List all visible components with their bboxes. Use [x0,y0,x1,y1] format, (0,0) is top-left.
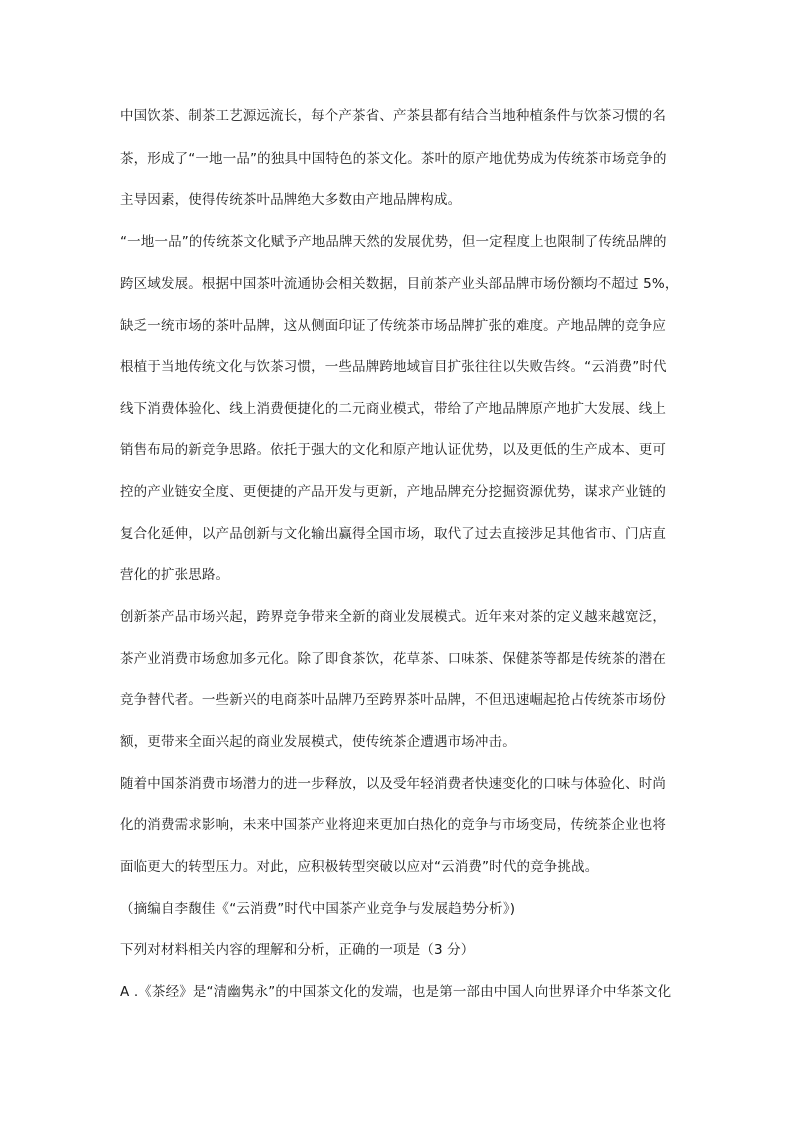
body-line: 中国饮茶、制茶工艺源远流长，每个产茶省、产茶县都有结合当地种植条件与饮茶习惯的名 [120,108,666,124]
body-line: 竞争替代者。一些新兴的电商茶叶品牌乃至跨界茶叶品牌，不但迅速崛起抢占传统茶市场份 [120,692,666,708]
option-a: A .《茶经》是“清幽隽永”的中国茶文化的发端，也是第一部由中国人向世界译介中华茶文化 [120,984,672,1000]
body-line: 销售布局的新竞争思路。依托于强大的文化和原产地认证优势，以及更低的生产成本、更可 [120,442,666,458]
source-citation: （摘编自李馥佳《“云消费”时代中国茶产业竞争与发展趋势分析》) [120,901,516,917]
body-line: “一地一品”的传统茶文化赋予产地品牌天然的发展优势，但一定程度上也限制了传统品牌的 [120,234,667,250]
body-line: 复合化延伸，以产品创新与文化输出赢得全国市场，取代了过去直接涉足其他省市、门店直 [120,526,666,542]
body-line: 茶产业消费市场愈加多元化。除了即食茶饮，花草茶、口味茶、保健茶等都是传统茶的潜在 [120,651,666,667]
body-line: 缺乏一统市场的茶叶品牌，这从侧面印证了传统茶市场品牌扩张的难度。产地品牌的竞争应 [120,318,666,334]
body-line: 根植于当地传统文化与饮茶习惯，一些品牌跨地域盲目扩张往往以失败告终。“云消费”时代 [120,359,667,375]
body-line: 主导因素，使得传统茶叶品牌绝大多数由产地品牌构成。 [120,192,462,208]
body-line: 茶，形成了“一地一品”的独具中国特色的茶文化。茶叶的原产地优势成为传统茶市场竞争的 [120,151,667,167]
body-line: 跨区域发展。根据中国茶叶流通协会相关数据，目前茶产业头部品牌市场份额均不超过 5%， [120,276,679,292]
body-line: 额，更带来全面兴起的商业发展模式，使传统茶企遭遇市场冲击。 [120,734,516,750]
body-line: 面临更大的转型压力。对此，应积极转型突破以应对“云消费”时代的竞争挑战。 [120,859,599,875]
body-line: 随着中国茶消费市场潜力的进一步释放，以及受年轻消费者快速变化的口味与体验化、时尚 [120,776,666,792]
body-line: 营化的扩张思路。 [120,567,230,583]
body-line: 创新茶产品市场兴起，跨界竞争带来全新的商业发展模式。近年来对茶的定义越来越宽泛， [120,609,666,625]
question-stem: 下列对材料相关内容的理解和分析，正确的一项是（3 分） [120,942,475,958]
body-line: 化的消费需求影响，未来中国茶产业将迎来更加白热化的竞争与市场变局，传统茶企业也将 [120,817,666,833]
body-line: 线下消费体验化、线上消费便捷化的二元商业模式，带给了产地品牌原产地扩大发展、线上 [120,401,666,417]
body-line: 控的产业链安全度、更便捷的产品开发与更新，产地品牌充分挖掘资源优势，谋求产业链的 [120,484,666,500]
